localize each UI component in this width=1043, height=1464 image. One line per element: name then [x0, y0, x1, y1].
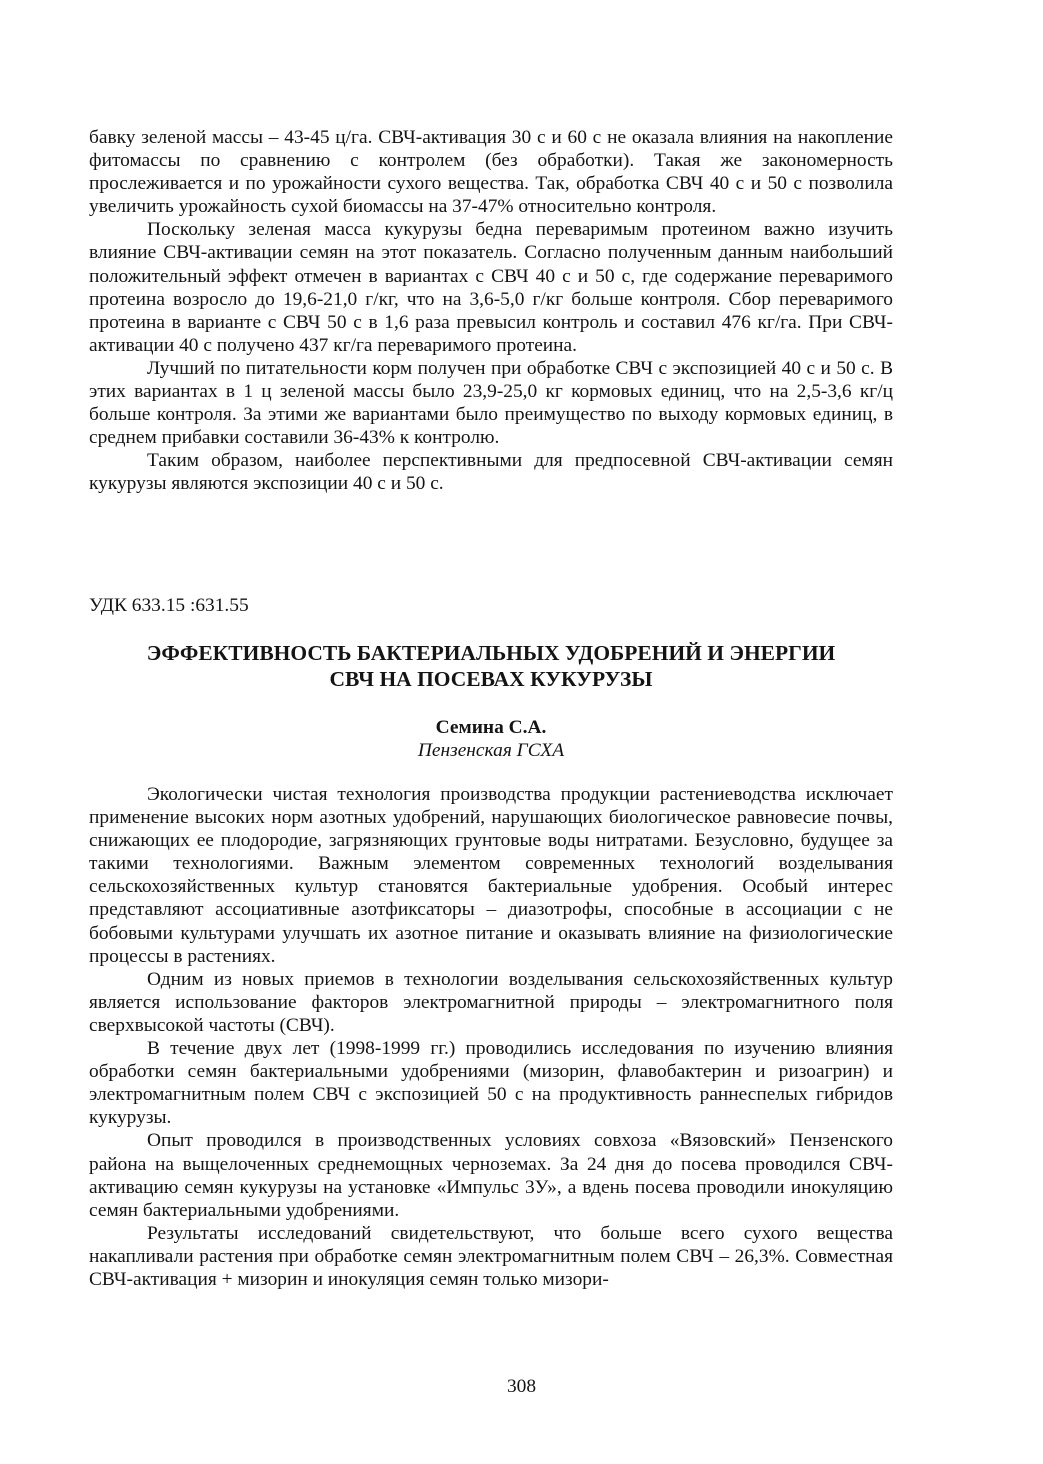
body-paragraph: Поскольку зеленая масса кукурузы бедна переваримым протеином важно изучить влияние СВЧ-активации семян на этот показатель. Согласно полученным данным наибольший положительный эффект отмечен в вариантах с СВЧ 40 с и 50 с, где содержание переваримого протеина возросло до 19,6-21,0 г/кг, что на 3,6-5,0 г/кг больше контроля. Сбор переваримого протеина в варианте с СВЧ 50 с в 1,6 раза превысил контроль и составил 476 кг/га. При СВЧ-активации 40 с получено 437 кг/га переваримого протеина. [89, 219, 893, 356]
body-paragraph: Экологически чистая технология производства продукции растениеводства исключает применение высоких норм азотных удобрений, нарушающих биологическое равновесие почвы, снижающих ее плодородие, загрязняющих грунтовые воды нитратами. Безусловно, будущее за такими технологиями. Важным элементом современных технологий возделывания сельскохозяйственных культур становятся бактериальные удобрения. Особый интерес представляют ассоциативные азотфиксаторы – диазотрофы, способные в ассоциации с не бобовыми культурами улучшать их азотное питание и оказывать влияние на физиологические процессы в растениях. [89, 784, 893, 967]
article-author: Семина С.А. [435, 717, 547, 738]
body-paragraph: Опыт проводился в производственных условиях совхоза «Вязовский» Пензенского района на выщелоченных среднемощных черноземах. За 24 дня до посева проводился СВЧ-активацию семян кукурузы на установке «Импульс 3У», а вдень посева проводили инокуляцию семян бактериальными удобрениями. [89, 1130, 893, 1221]
body-paragraph: Результаты исследований свидетельствуют, что больше всего сухого вещества накапливали растения при обработке семян электромагнитным полем СВЧ – 26,3%. Совместная СВЧ-активация + мизорин и инокуляция семян только мизори- [89, 1222, 893, 1290]
previous-article-continuation [89, 126, 893, 496]
body-paragraph: В течение двух лет (1998-1999 гг.) проводились исследования по изучению влияния обработки семян бактериальными удобрениями (мизорин, флавобактерин и ризоагрин) и электромагнитным полем СВЧ с экспозицией 50 с на продуктивность раннеспелых гибридов кукурузы. [89, 1038, 893, 1129]
body-paragraph: Одним из новых приемов в технологии возделывания сельскохозяйственных культур является использование факторов электромагнитной природы – электромагнитного поля сверхвысокой частоты (СВЧ). [89, 968, 893, 1036]
page-number: 308 [506, 1376, 537, 1397]
body-paragraph: Таким образом, наиболее перспективными для предпосевной СВЧ-активации семян кукурузы являются экспозиции 40 с и 50 с. [89, 450, 893, 495]
article-body [89, 783, 893, 1291]
body-paragraph: Лучший по питательности корм получен при обработке СВЧ с экспозицией 40 с и 50 с. В этих вариантах в 1 ц зеленой массы было 23,9-25,0 кг кормовых единиц, что на 2,5-3,6 кг/ц больше контроля. За этими же вариантами было преимущество по выходу кормовых единиц, в среднем прибавки составили 36-43% к контролю. [89, 357, 893, 449]
udc-code: УДК 633.15 :631.55 [89, 595, 249, 616]
article-title [89, 640, 893, 692]
article-title-line: ЭФФЕКТИВНОСТЬ БАКТЕРИАЛЬНЫХ УДОБРЕНИЙ И ЭНЕРГИИ [146, 641, 836, 665]
article-title-line: СВЧ НА ПОСЕВАХ КУКУРУЗЫ [329, 667, 653, 691]
body-paragraph: бавку зеленой массы – 43-45 ц/га. СВЧ-активация 30 с и 60 с не оказала влияния на накопление фитомассы по сравнению с контролем (без обработки). Такая же закономерность прослеживается и по урожайности сухого вещества. Так, обработка СВЧ 40 с и 50 с позволила увеличить урожайность сухой биомассы на 37-47% относительно контроля. [89, 127, 893, 218]
author-affiliation: Пензенская ГСХА [417, 740, 565, 761]
